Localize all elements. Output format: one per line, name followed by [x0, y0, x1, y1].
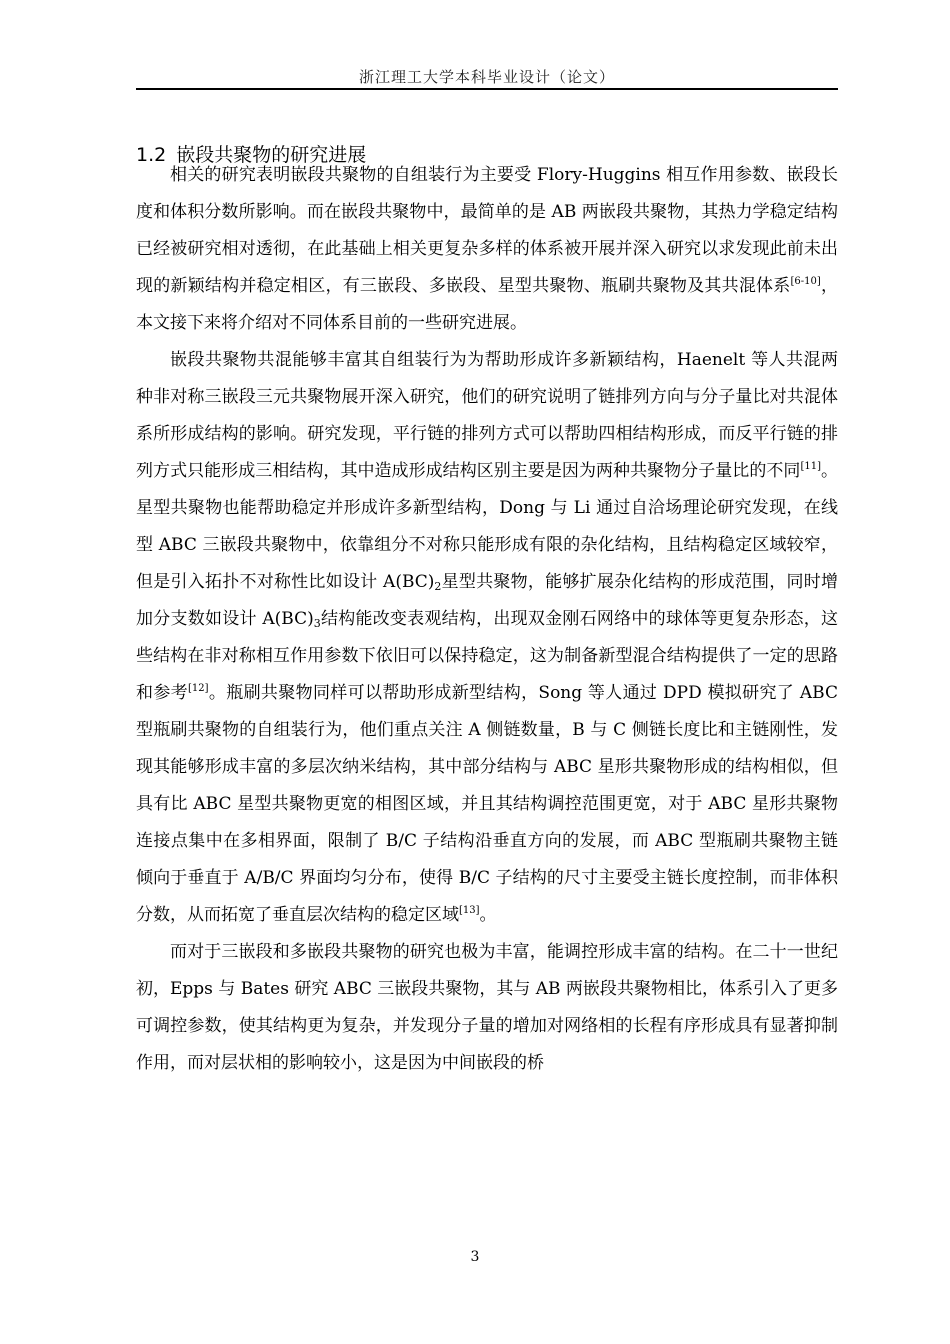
text-run: 而对于三嵌段和多嵌段共聚物的研究也极为丰富，能调控形成丰富的结构。在二十一世纪初，Epps 与 Bates 研究 ABC 三嵌段共聚物，其与 AB 两嵌段共聚物相比，体系引入了更多可调控参数，使其结构更为复杂，并发现分子量的增加对网络相的长程有序形成具有显著抑制作用，而对层状相的影响较小，这是因为中间嵌段的桥	[136, 942, 838, 1073]
paragraph-1	[136, 157, 838, 342]
text-run: 相关的研究表明嵌段共聚物的自组装行为主要受 Flory-Huggins 相互作用参数、嵌段长度和体积分数所影响。而在嵌段共聚物中，最简单的是 AB 两嵌段共聚物，其热力学稳定结构已经被研究相对透彻，在此基础上相关更复杂多样的体系被开展并深入研究以求发现此前未出现的新颖结构并稳定相区，有三嵌段、多嵌段、星型共聚物、瓶刷共聚物及其共混体系	[136, 165, 838, 296]
section-number: 1.2	[136, 143, 167, 166]
paragraph-2	[136, 342, 838, 934]
body-text	[136, 157, 838, 1082]
text-run: 星型共聚物，能够扩展杂化结构的形成范围，同时增加分支数如设计 A(BC)	[136, 572, 838, 629]
text-run: 嵌段共聚物共混能够丰富其自组装行为为帮助形成许多新颖结构，Haenelt 等人共混两种非对称三嵌段三元共聚物展开深入研究，他们的研究说明了链排列方向与分子量比对共混体系所形成结构的影响。研究发现，平行链的排列方式可以帮助四相结构形成，而反平行链的排列方式只能形成三相结构，其中造成形成结构区别主要是因为两种共聚物分子量比的不同	[136, 350, 838, 481]
citation: [13]	[459, 905, 480, 916]
running-header: 浙江理工大学本科毕业设计（论文）	[358, 68, 615, 86]
text-run: 。星型共聚物也能帮助稳定并形成许多新型结构，Dong 与 Li 通过自洽场理论研究发现，在线型 ABC 三嵌段共聚物中，依靠组分不对称只能形成有限的杂化结构，且结构稳定区域较窄，但是引入拓扑不对称性比如设计 A(BC)	[136, 461, 839, 592]
text-run: ，本文接下来将介绍对不同体系目前的一些研究进展。	[136, 276, 839, 333]
citation: [11]	[800, 461, 821, 472]
subscript: 2	[434, 580, 442, 593]
text-run: 。瓶刷共聚物同样可以帮助形成新型结构，Song 等人通过 DPD 模拟研究了 ABC 型瓶刷共聚物的自组装行为，他们重点关注 A 侧链数量，B 与 C 侧链长度比和主链刚性，发现其能够形成丰富的多层次纳米结构，其中部分结构与 ABC 星形共聚物形成的结构相似，但具有比 ABC 星型共聚物更宽的相图区域，并且其结构调控范围更宽，对于 ABC 星形共聚物连接点集中在多相界面，限制了 B/C 子结构沿垂直方向的发展，而 ABC 型瓶刷共聚物主链倾向于垂直于 A/B/C 界面均匀分布，使得 B/C 子结构的尺寸主要受主链长度控制，而非体积分数，从而拓宽了垂直层次结构的稳定区域	[136, 683, 838, 925]
paragraph-3	[136, 934, 838, 1082]
page-number: 3	[470, 1249, 480, 1265]
text-run: 。	[479, 905, 497, 925]
subscript: 3	[313, 617, 321, 630]
citation: [12]	[188, 683, 209, 694]
citation: [6-10]	[790, 276, 821, 287]
text-run: 结构能改变表观结构，出现双金刚石网络中的球体等更复杂形态，这些结构在非对称相互作用参数下依旧可以保持稳定，这为制备新型混合结构提供了一定的思路和参考	[136, 609, 839, 703]
header-rule	[136, 88, 838, 90]
section-title: 嵌段共聚物的研究进展	[176, 143, 367, 166]
